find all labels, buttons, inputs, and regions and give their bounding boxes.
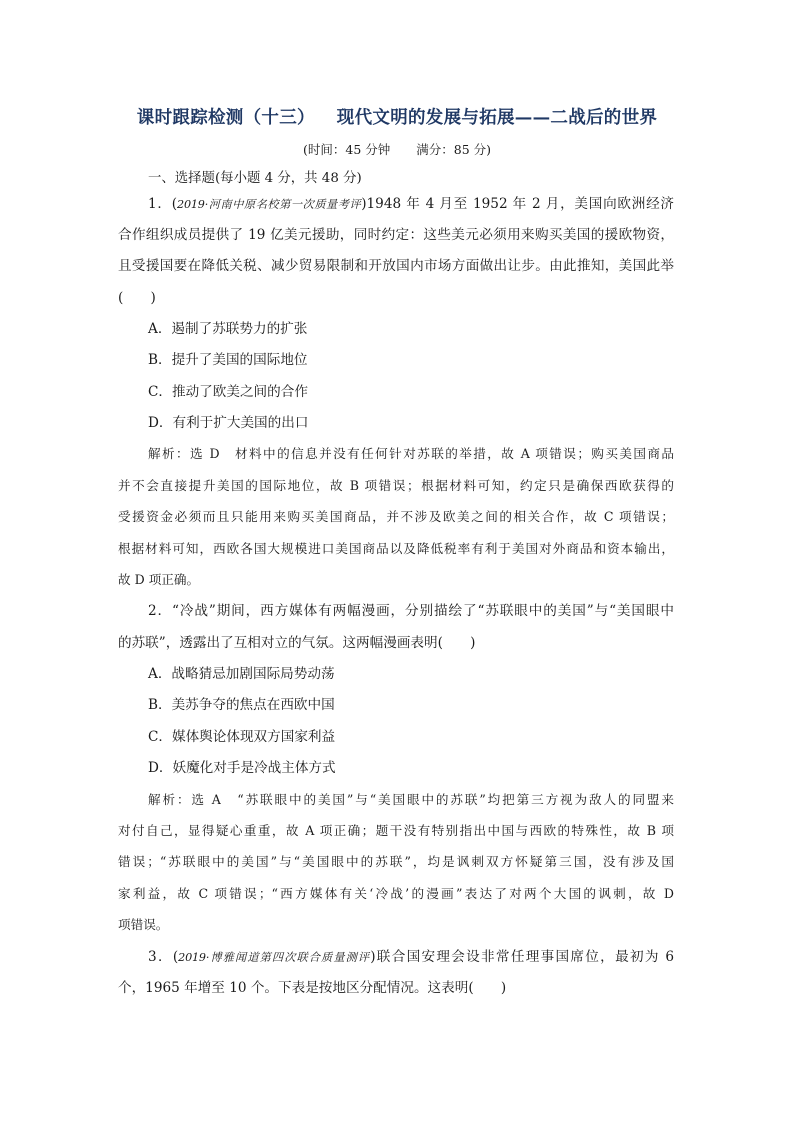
q1-number: 1．(	[148, 196, 178, 212]
q1-analysis-line-2: 并不会直接提升美国的国际地位，故 B 项错误；根据材料可知，约定只是确保西欧获得的	[118, 478, 674, 493]
q2-option-c: C．媒体舆论体现双方国家利益	[148, 729, 336, 745]
q1-analysis-line-4: 根据材料可知，西欧各国大规模进口美国商品以及降低税率有利于美国对外商品和资本输出，	[118, 541, 674, 556]
time-info: (时间：45 分钟	[302, 142, 391, 157]
q3-line-2: 个，1965 年增至 10 个。下表是按地区分配情况。这表明( )	[118, 980, 507, 996]
q3-number: 3．(	[148, 949, 179, 965]
q1-option-b: B．提升了美国的国际地位	[148, 352, 308, 368]
q3-line-1-text: )联合国安理会设非常任理事国席位，最初为 6	[370, 949, 675, 965]
q2-option-a: A．战略猜忌加剧国际局势动荡	[148, 666, 335, 682]
title-part-2: 现代文明的发展与拓展——二战后的世界	[336, 108, 658, 128]
q2-analysis-line-4: 家利益，故 C 项错误；“西方媒体有关‘冷战’的漫画”表达了对两个大国的讽刺，故 D	[118, 886, 674, 901]
section-heading: 一、选择题(每小题 4 分，共 48 分)	[148, 171, 362, 186]
q2-analysis-line-2: 对付自己，显得疑心重重，故 A 项正确；题干没有特别指出中国与西欧的特殊性，故 B 项	[118, 823, 674, 838]
q1-analysis-line-5: 故 D 项正确。	[118, 572, 200, 587]
q1-line-1-text: )1948 年 4 月至 1952 年 2 月，美国向欧洲经济	[361, 196, 675, 212]
score-info: 满分：85 分)	[416, 142, 492, 157]
exam-info	[0, 140, 794, 158]
q2-line-2: 的苏联”，透露出了互相对立的气氛。这两幅漫画表明( )	[118, 635, 476, 651]
q3-source: 2019·博雅闻道第四次联合质量测评	[178, 951, 371, 964]
q2-analysis-line-1: 解析：选 A “苏联眼中的美国”与“美国眼中的苏联”均把第三方视为敌人的同盟来	[148, 792, 674, 807]
q1-analysis-line-1: 解析：选 D 材料中的信息并没有任何针对苏联的举措，故 A 项错误；购买美国商品	[148, 446, 674, 461]
q1-option-d: D．有利于扩大美国的出口	[148, 415, 309, 431]
q1-line-1	[148, 198, 674, 212]
q1-line-2: 合作组织成员提供了 19 亿美元援助，同时约定：这些美元必须用来购买美国的援欧物资，	[118, 227, 674, 243]
q2-analysis-line-3: 错误；“苏联眼中的美国”与“美国眼中的苏联”，均是讽刺双方怀疑第三国，没有涉及国	[118, 854, 674, 869]
q1-option-a: A．遏制了苏联势力的扩张	[148, 321, 308, 337]
q3-line-1	[148, 951, 674, 965]
q1-option-c: C．推动了欧美之间的合作	[148, 384, 308, 400]
q2-option-d: D．妖魔化对手是冷战主体方式	[148, 760, 336, 776]
q1-analysis-line-3: 受援资金必须而且只能用来购买美国商品，并不涉及欧美之间的相关合作，故 C 项错误；	[118, 509, 674, 524]
q2-option-b: B．美苏争夺的焦点在西欧中国	[148, 697, 335, 713]
q2-analysis-line-5: 项错误。	[118, 917, 169, 932]
title-part-1: 课时跟踪检测（十三）	[136, 108, 315, 128]
q1-source: 2019·河南中原名校第一次质量考评	[177, 198, 362, 211]
q2-line-1: 2．“冷战”期间，西方媒体有两幅漫画，分别描绘了“苏联眼中的美国”与“美国眼中	[148, 603, 674, 619]
q1-answer-blank: ( )	[118, 290, 156, 306]
q1-line-3: 且受援国要在降低关税、减少贸易限制和开放国内市场方面做出让步。由此推知，美国此举	[118, 258, 674, 274]
page-title	[0, 104, 794, 129]
